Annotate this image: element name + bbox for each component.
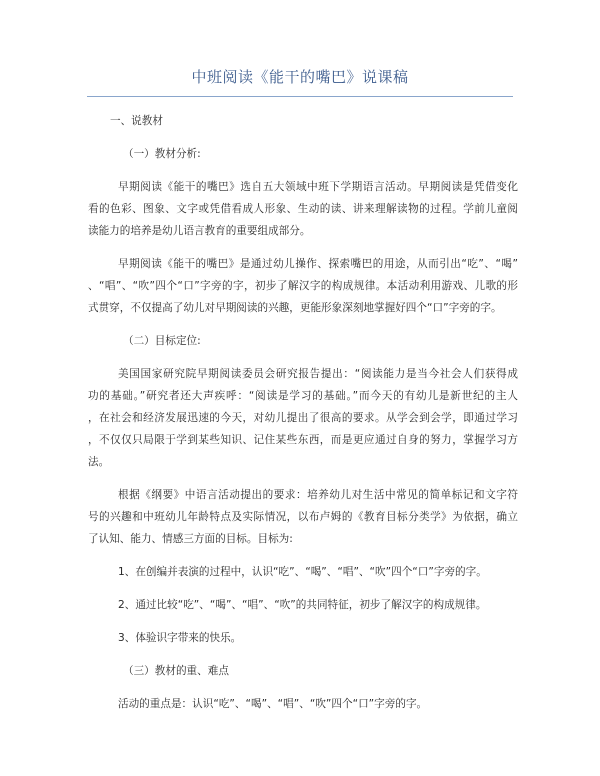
paragraph-line: 功的基础。”研究者还大声疾呼：“阅读是学习的基础。”而今天的有幼儿是新世纪的主人 bbox=[88, 390, 518, 402]
section-heading: 一、说教材 bbox=[110, 115, 163, 127]
paragraph-line: 早期阅读《能干的嘴巴》是通过幼儿操作、探索嘴巴的用途，从而引出“吃”、“喝” bbox=[118, 258, 518, 270]
paragraph-line: 早期阅读《能干的嘴巴》选自五大领域中班下学期语言活动。早期阅读是凭借变化 bbox=[118, 181, 518, 193]
paragraph-line: 了认知、能力、情感三方面的目标。目标为: bbox=[88, 533, 293, 545]
paragraph-analysis-1 bbox=[88, 176, 518, 242]
goal-item-2: 2、通过比较“吃”、“喝”、“唱”、“吹”的共同特征，初步了解汉字的构成规律。 bbox=[118, 599, 487, 611]
paragraph-line: 、“唱”、“吹”四个“口”字旁的字，初步了解汉字的构成规律。本活动利用游戏、儿歌的形 bbox=[88, 280, 518, 292]
subsection-heading: （一）教材分析: bbox=[123, 148, 201, 160]
paragraph-goals-1 bbox=[88, 363, 518, 473]
document-title: 中班阅读《能干的嘴巴》说课稿 bbox=[191, 68, 409, 86]
paragraph-line: 根据《纲要》中语言活动提出的要求：培养幼儿对生活中常见的简单标记和文字符 bbox=[118, 489, 518, 501]
goal-item-1: 1、在创编并表演的过程中，认识“吃”、“喝”、“唱”、“吹”四个“口”字旁的字。 bbox=[118, 566, 487, 578]
paragraph-key-points: 活动的重点是：认识“吃”、“喝”、“唱”、“吹”四个“口”字旁的字。 bbox=[118, 698, 428, 710]
paragraph-line: 读能力的培养是幼儿语言教育的重要组成部分。 bbox=[88, 225, 311, 237]
goal-item-3: 3、体验识字带来的快乐。 bbox=[118, 632, 242, 644]
subsection-heading: （二）目标定位: bbox=[123, 335, 201, 347]
paragraph-line: ，不仅仅只局限于学到某些知识、记住某些东西，而是更应通过自身的努力，掌握学习方 bbox=[88, 434, 518, 446]
title-divider bbox=[87, 96, 513, 97]
document-body bbox=[88, 110, 518, 715]
paragraph-analysis-2 bbox=[88, 253, 518, 319]
paragraph-line: ，在社会和经济发展迅速的今天，对幼儿提出了很高的要求。从学会到会学，即通过学习 bbox=[88, 412, 518, 424]
paragraph-line: 式贯穿，不仅提高了幼儿对早期阅读的兴趣，更能形象深刻地掌握好四个“口”字旁的字。 bbox=[88, 302, 502, 314]
subsection-heading: （三）教材的重、难点 bbox=[123, 665, 229, 677]
paragraph-line: 法。 bbox=[88, 456, 110, 468]
paragraph-line: 美国国家研究院早期阅读委员会研究报告提出：“阅读能力是当今社会人们获得成 bbox=[118, 368, 518, 380]
paragraph-line: 看的色彩、图象、文字或凭借看成人形象、生动的读、讲来理解读物的过程。学前儿童阅 bbox=[88, 203, 518, 215]
paragraph-line: 号的兴趣和中班幼儿年龄特点及实际情况，以布卢姆的《教育目标分类学》为依据，确立 bbox=[88, 511, 518, 523]
paragraph-goals-2 bbox=[88, 484, 518, 550]
